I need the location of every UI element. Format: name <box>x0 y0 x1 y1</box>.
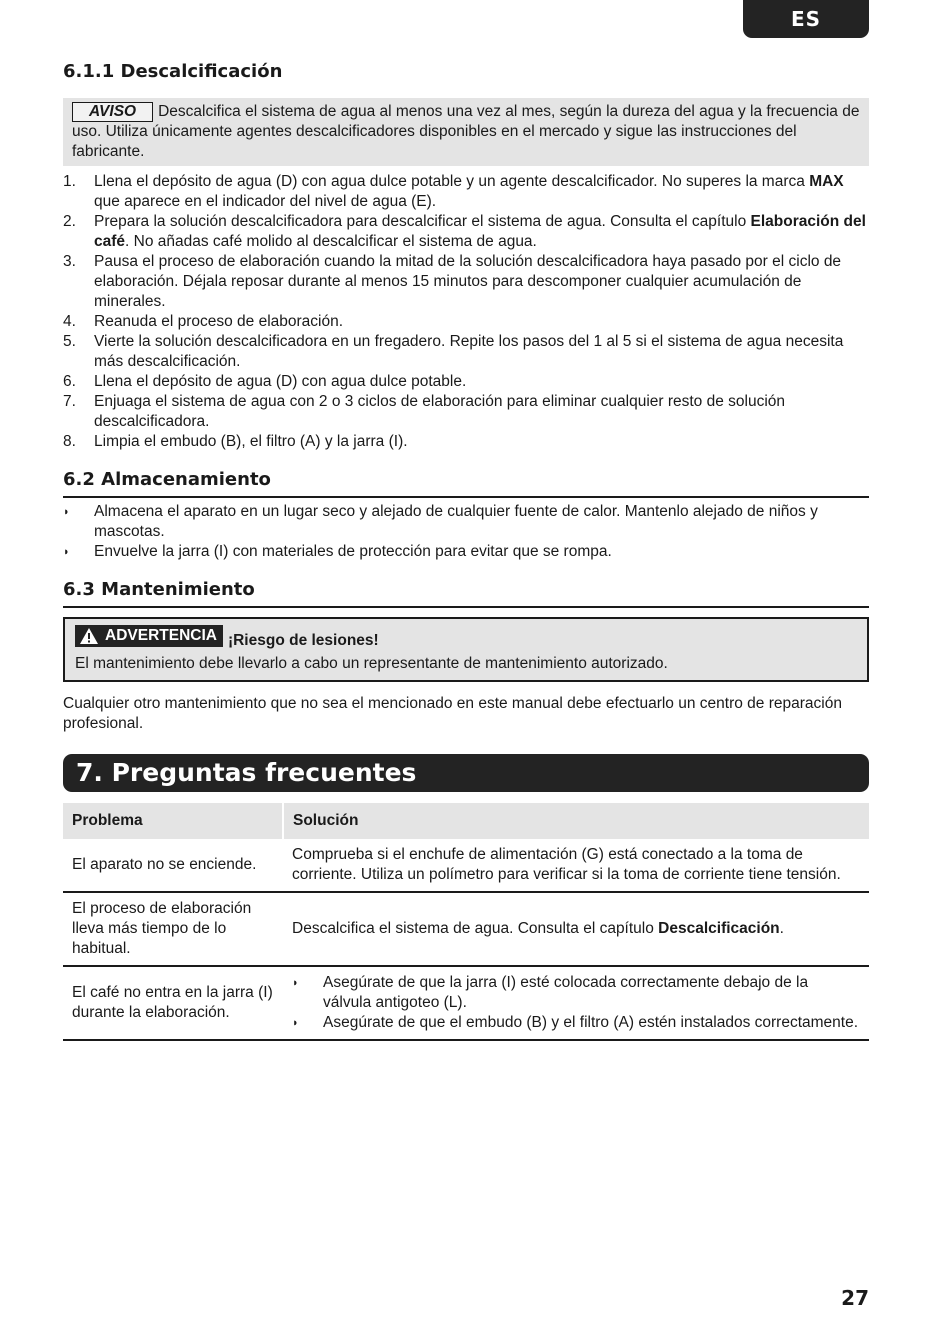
step-text: Vierte la solución descalcificadora en un fregadero. Repite los pasos del 1 al 5 si el sistema de agua necesita más descalcificación. <box>94 333 844 370</box>
step-number: 5. <box>63 333 76 350</box>
step-text: Llena el depósito de agua (D) con agua dulce potable y un agente descalcificador. No superes la marca MAX que aparece en el indicador del nivel de agua (E). <box>94 173 844 210</box>
step-number: 3. <box>63 253 76 270</box>
list-item-text: Almacena el aparato en un lugar seco y alejado de cualquier fuente de calor. Mantenlo alejado de niños y mascotas. <box>94 503 818 540</box>
column-header-problem: Problema <box>63 803 283 839</box>
warning-tag-label: ADVERTENCIA <box>105 627 217 644</box>
step-number: 6. <box>63 373 76 390</box>
step-text: Reanuda el proceso de elaboración. <box>94 313 344 330</box>
step-number: 4. <box>63 313 76 330</box>
list-item <box>63 542 869 562</box>
step-number: 8. <box>63 433 76 450</box>
step-text: Limpia el embudo (B), el filtro (A) y la jarra (I). <box>94 433 408 450</box>
problem-cell: El proceso de elaboración lleva más tiempo de lo habitual. <box>63 892 283 966</box>
storage-heading: 6.2 Almacenamiento <box>63 468 869 498</box>
language-tab: ES <box>743 0 869 38</box>
faq-table <box>63 803 869 1041</box>
list-item <box>63 502 869 542</box>
list-item-text: Asegúrate de que el embudo (B) y el filtro (A) estén instalados correctamente. <box>323 1014 859 1031</box>
list-item <box>292 973 860 1013</box>
column-header-solution: Solución <box>283 803 869 839</box>
bullet-icon: ◗ <box>63 506 70 518</box>
solution-cell: Comprueba si el enchufe de alimentación (G) está conectado a la toma de corriente. Utiliza un polímetro para verificar si la toma de corriente tiene tensión. <box>283 839 869 892</box>
warning-tag <box>75 625 223 647</box>
list-item-text: Envuelve la jarra (I) con materiales de protección para evitar que se rompa. <box>94 543 612 560</box>
step-number: 1. <box>63 173 76 190</box>
warning-box <box>63 617 869 682</box>
step-number: 2. <box>63 213 76 230</box>
step-item <box>63 432 869 452</box>
problem-cell: El café no entra en la jarra (I) durante la elaboración. <box>63 966 283 1040</box>
table-header-row <box>63 803 869 839</box>
maintenance-paragraph: Cualquier otro mantenimiento que no sea el mencionado en este manual debe efectuarlo un centro de reparación profesional. <box>63 695 842 732</box>
list-item-text: Asegúrate de que la jarra (I) esté colocada correctamente debajo de la válvula antigoteo (L). <box>323 974 809 1011</box>
step-text: Prepara la solución descalcificadora para descalcificar el sistema de agua. Consulta el capítulo Elaboración del café. No añadas café molido al descalcificar el sistema de agua. <box>94 213 866 250</box>
storage-list <box>63 502 869 562</box>
step-number: 7. <box>63 393 76 410</box>
warning-title: ¡Riesgo de lesiones! <box>227 632 379 649</box>
maintenance-heading: 6.3 Mantenimiento <box>63 578 869 608</box>
notice-tag: AVISO <box>72 102 153 122</box>
bullet-icon: ◗ <box>292 1017 299 1029</box>
step-item <box>63 212 869 252</box>
step-item <box>63 312 869 332</box>
bullet-icon: ◗ <box>292 977 299 989</box>
step-item <box>63 332 869 372</box>
warning-triangle-icon <box>79 627 99 645</box>
page-content <box>63 60 869 1041</box>
problem-cell: El aparato no se enciende. <box>63 839 283 892</box>
solution-cell <box>283 966 869 1040</box>
bullet-icon: ◗ <box>63 546 70 558</box>
warning-text: El mantenimiento debe llevarlo a cabo un representante de mantenimiento autorizado. <box>75 655 668 672</box>
step-item <box>63 372 869 392</box>
table-row <box>63 839 869 892</box>
step-text: Enjuaga el sistema de agua con 2 o 3 ciclos de elaboración para eliminar cualquier resto de solución descalcificadora. <box>94 393 786 430</box>
chapter-title: 7. Preguntas frecuentes <box>63 754 869 792</box>
list-item <box>292 1013 860 1033</box>
descalc-heading: 6.1.1 Descalcificación <box>63 61 283 82</box>
step-item <box>63 252 869 312</box>
step-item <box>63 392 869 432</box>
notice-box <box>63 98 869 166</box>
step-item <box>63 172 869 212</box>
descalc-steps <box>63 172 869 452</box>
table-row <box>63 966 869 1040</box>
solution-cell: Descalcifica el sistema de agua. Consulta el capítulo Descalcificación. <box>283 892 869 966</box>
page-number: 27 <box>841 1286 869 1310</box>
step-text: Llena el depósito de agua (D) con agua dulce potable. <box>94 373 467 390</box>
notice-text: Descalcifica el sistema de agua al menos una vez al mes, según la dureza del agua y la frecuencia de uso. Utiliza únicamente agentes descalcificadores disponibles en el mercado y sigue las instrucciones del fabricante. <box>72 103 860 160</box>
step-text: Pausa el proceso de elaboración cuando la mitad de la solución descalcificadora haya pasado por el ciclo de elaboración. Déjala reposar durante al menos 15 minutos para descomponer cualquier acumulación de minerales. <box>94 253 842 310</box>
table-row <box>63 892 869 966</box>
